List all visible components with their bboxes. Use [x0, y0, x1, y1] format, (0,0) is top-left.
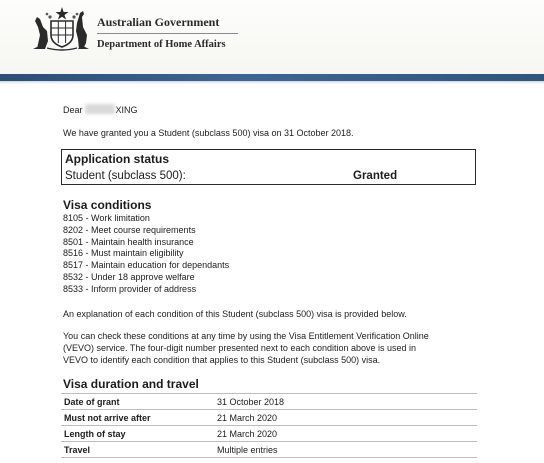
visa-duration-table	[61, 393, 477, 458]
duration-value: 21 March 2020	[214, 426, 477, 442]
vevo-paragraph	[63, 331, 473, 366]
table-row	[61, 426, 477, 442]
duration-label: Travel	[61, 442, 214, 458]
redacted-given-name	[85, 104, 115, 114]
application-status-heading: Application status	[65, 152, 170, 166]
condition-item: 8517 - Maintain education for dependants	[63, 260, 230, 271]
grant-sentence: We have granted you a Student (subclass 500) visa on 31 October 2018.	[63, 128, 354, 138]
vevo-line: (VEVO) service. The four-digit number presented next to each condition above is used in	[63, 342, 417, 353]
condition-item: 8516 - Must maintain eligibility	[63, 248, 184, 259]
visa-conditions-heading: Visa conditions	[63, 198, 152, 212]
table-row	[61, 394, 477, 410]
salutation-surname: XING	[115, 105, 138, 115]
letterhead-rule	[97, 33, 238, 34]
condition-item: 8202 - Meet course requirements	[63, 224, 196, 235]
duration-value: 31 October 2018	[214, 394, 477, 410]
condition-item: 8532 - Under 18 approve welfare	[63, 271, 195, 282]
salutation-dear: Dear	[63, 105, 83, 115]
vevo-line: You can check these conditions at any time by using the Visa Entitlement Verification Online	[63, 331, 429, 341]
duration-value: 21 March 2020	[214, 410, 477, 426]
agency-name	[97, 15, 238, 51]
application-status-label: Student (subclass 500):	[65, 170, 186, 182]
header-band	[0, 74, 544, 81]
visa-duration-heading: Visa duration and travel	[63, 377, 199, 391]
table-row	[61, 442, 477, 458]
table-row	[61, 410, 477, 426]
duration-label: Length of stay	[61, 426, 214, 442]
duration-label: Date of grant	[61, 394, 214, 410]
letterhead	[0, 0, 544, 74]
duration-value: Multiple entries	[214, 442, 477, 458]
coat-of-arms-icon	[31, 5, 93, 51]
vevo-line: VEVO to identify each condition that applies to this Student (subclass 500) visa.	[63, 354, 381, 365]
condition-item: 8105 - Work limitation	[63, 213, 150, 223]
application-status-value: Granted	[353, 170, 398, 182]
salutation	[63, 104, 138, 116]
visa-conditions-list	[63, 213, 229, 296]
condition-item: 8501 - Maintain health insurance	[63, 236, 194, 247]
condition-item: 8533 - Inform provider of address	[63, 283, 197, 294]
conditions-explanation: An explanation of each condition of this Student (subclass 500) visa is provided below.	[63, 309, 407, 319]
department-name: Department of Home Affairs	[97, 39, 226, 50]
application-status-box	[61, 149, 476, 185]
duration-label: Must not arrive after	[61, 410, 214, 426]
header-band-shadow	[0, 81, 544, 84]
government-name: Australian Government	[97, 15, 220, 29]
